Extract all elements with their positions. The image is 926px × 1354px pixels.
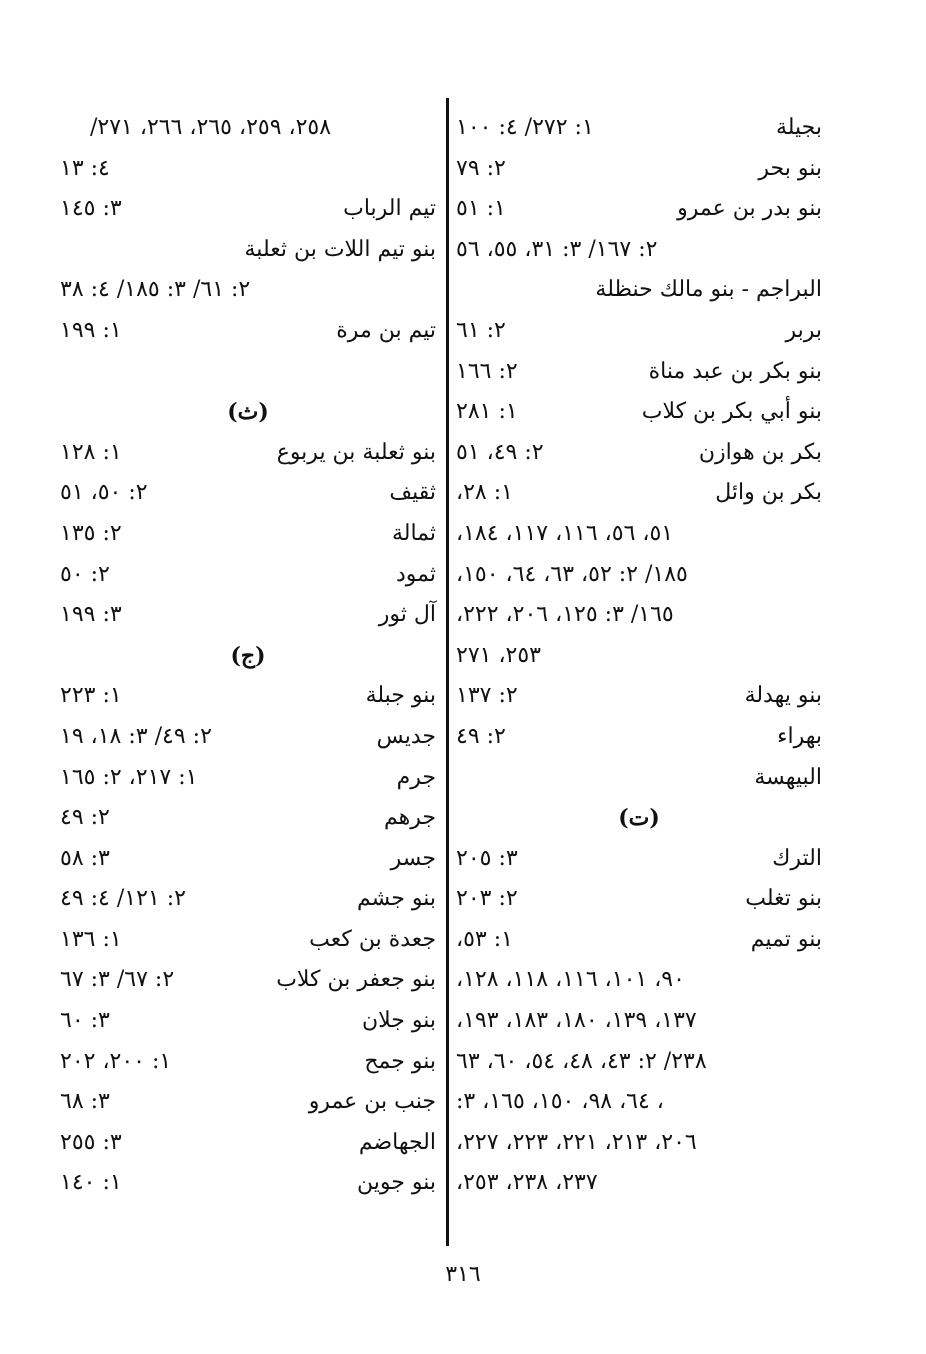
right-column: [456, 108, 822, 1204]
letter-heading: (ت): [618, 805, 660, 832]
line-text: ١٨٥/ ٢: ٥٢، ٦٣، ٦٤، ١٥٠،: [456, 561, 688, 587]
line-text: ٢٣٧، ٢٣٨، ٢٥٣،: [456, 1170, 598, 1196]
page-number: ٣١٦: [445, 1262, 481, 1287]
index-line: [456, 1042, 822, 1083]
entry-term: بنو جشم: [357, 886, 436, 912]
entry-pages: ٣: ٦٠: [60, 1008, 110, 1034]
entry-pages: ١: ١٣٦: [60, 926, 122, 952]
line-text: ٢٥٨، ٢٥٩، ٢٦٥، ٢٦٦، ٢٧١/: [90, 115, 332, 140]
entry-term: ثمالة: [391, 520, 436, 546]
index-entry: [456, 920, 822, 961]
line-text: بنو تيم اللات بن ثعلبة: [244, 236, 436, 262]
index-entry: [456, 108, 822, 149]
entry-pages: ١: ١٢٨: [60, 439, 122, 465]
entry-pages: ١: ٥٣،: [456, 926, 513, 952]
index-entry: [456, 676, 822, 717]
entry-term: تيم الرباب: [343, 196, 436, 222]
entry-term: بنو بحر: [758, 155, 822, 181]
entry-term: بنو جمح: [364, 1048, 436, 1074]
index-entry: [60, 758, 436, 799]
index-line: [456, 555, 822, 596]
entry-pages: ٢: ٤٩، ٥١: [456, 439, 544, 465]
entry-pages: ٣: ٥٨: [60, 845, 110, 871]
left-column: [60, 108, 436, 1204]
entry-pages: ٢: ١٦٧/ ٣: ٣١، ٥٥، ٥٦: [456, 236, 658, 262]
entry-term: جنب بن عمرو: [308, 1089, 436, 1115]
index-line: [456, 1123, 822, 1164]
index-entry: [60, 473, 436, 514]
entry-pages: ٢: ١٢١/ ٤: ٤٩: [60, 886, 186, 912]
entry-term: بكر بن هوازن: [698, 439, 822, 465]
entry-term: تيم بن مرة: [336, 317, 436, 343]
entry-pages: ١: ٢١٧، ٢: ١٦٥: [60, 764, 198, 790]
index-entry: [60, 960, 436, 1001]
entry-term: بنو جوين: [357, 1170, 436, 1196]
index-entry: [60, 1001, 436, 1042]
entry-pages: ٢: ٧٩: [456, 155, 506, 181]
index-entry: [456, 189, 822, 230]
index-line: [456, 1082, 822, 1123]
line-text: ١٣٧، ١٣٩، ١٨٠، ١٨٣، ١٩٣،: [456, 1008, 697, 1034]
line-text: البراجم - بنو مالك حنظلة: [595, 277, 822, 303]
entry-term: بنو أبي بكر بن كلاب: [641, 399, 822, 425]
entry-term: بربر: [785, 317, 822, 343]
line-text: ٢٥٣، ٢٧١: [456, 642, 541, 668]
index-line: [456, 1163, 822, 1204]
entry-term: بنو جلان: [361, 1008, 436, 1034]
index-line: [456, 960, 822, 1001]
entry-term: بنو جبلة: [365, 683, 436, 709]
index-entry: [456, 879, 822, 920]
entry-pages: ٢: ٦١: [456, 317, 506, 343]
entry-pages: ١: ٢٢٣: [60, 683, 122, 709]
index-entry: [60, 1042, 436, 1083]
entry-pages: ١: ٢٠٠، ٢٠٢: [60, 1048, 172, 1074]
entry-pages: ٢: ٥٠: [60, 561, 110, 587]
entry-term: بنو يهدلة: [744, 683, 822, 709]
entry-term: بنو بكر بن عبد مناة: [648, 358, 822, 384]
index-entry: [60, 920, 436, 961]
entry-term: بنو تغلب: [745, 886, 822, 912]
entry-pages: ٣: ٢٥٥: [60, 1129, 122, 1155]
entry-term: بكر بن وائل: [715, 480, 822, 506]
entry-term: الجهاضم: [358, 1129, 436, 1155]
letter-heading: (ج): [230, 642, 266, 669]
index-line: [60, 230, 436, 271]
line-text: ٥١، ٥٦، ١١٦، ١١٧، ١٨٤،: [456, 520, 674, 546]
entry-term: بجيلة: [775, 115, 822, 140]
entry-pages: ١: ١٩٩: [60, 317, 122, 343]
entry-term: ثقيف: [389, 480, 436, 506]
entry-term: جعدة بن كعب: [309, 926, 436, 952]
index-line: [456, 1001, 822, 1042]
entry-pages: ٣: ١٤٥: [60, 196, 122, 222]
index-entry: [60, 798, 436, 839]
entry-term: بنو جعفر بن كلاب: [276, 967, 436, 993]
index-entry: [60, 717, 436, 758]
entry-term: جسر: [390, 845, 436, 871]
entry-term: آل ثور: [378, 602, 436, 628]
index-line: [456, 758, 822, 799]
entry-pages: ٢: ١٣٥: [60, 520, 122, 546]
entry-pages: ١: ٢٨،: [456, 480, 513, 506]
entry-pages: ١: ١٤٠: [60, 1170, 122, 1196]
line-text: ٢٣٨/ ٢: ٤٣، ٤٨، ٥٤، ٦٠، ٦٣: [456, 1048, 707, 1074]
index-entry: [60, 555, 436, 596]
index-line: [456, 270, 822, 311]
entry-term: جرم: [396, 764, 436, 790]
line-text: البيهسة: [754, 764, 822, 790]
index-entry: [456, 717, 822, 758]
entry-pages: ٢: ٦٧/ ٣: ٦٧: [60, 967, 175, 993]
index-entry: [60, 1123, 436, 1164]
line-text: ، ٦٤، ٩٨، ١٥٠، ١٦٥، ٣:: [456, 1089, 664, 1115]
line-text: ٩٠، ١٠١، ١١٦، ١١٨، ١٢٨،: [456, 967, 685, 993]
line-text: ٢٠٦، ٢١٣، ٢٢١، ٢٢٣، ٢٢٧،: [456, 1129, 697, 1155]
continuation-pages: [456, 230, 822, 271]
index-entry: [456, 473, 822, 514]
entry-pages: ٢: ٤٩/ ٣: ١٨، ١٩: [60, 723, 212, 749]
entry-pages: ٢: ١٣٧: [456, 683, 518, 709]
index-entry: [60, 595, 436, 636]
entry-pages: ١: ٢٨١: [456, 399, 518, 425]
column-divider: [446, 98, 449, 1246]
index-line: [60, 108, 436, 149]
continuation-pages: [60, 149, 436, 190]
entry-term: بنو بدر بن عمرو: [677, 196, 822, 222]
entry-term: ثمود: [395, 561, 436, 587]
index-entry: [456, 149, 822, 190]
index-entry: [60, 311, 436, 352]
index-entry: [456, 311, 822, 352]
entry-term: بنو ثعلبة بن يربوع: [276, 439, 436, 465]
index-entry: [456, 839, 822, 880]
entry-pages: ٣: ١٩٩: [60, 602, 122, 628]
entry-pages: ٢: ٤٩: [456, 723, 506, 749]
index-line: [456, 514, 822, 555]
entry-term: الترك: [772, 845, 822, 871]
index-line: [456, 636, 822, 677]
continuation-pages: [60, 270, 436, 311]
index-entry: [456, 392, 822, 433]
spacer: [60, 352, 436, 393]
entry-term: بنو تميم: [750, 926, 822, 952]
entry-pages: ٢: ٥٠، ٥١: [60, 480, 148, 506]
index-entry: [60, 189, 436, 230]
line-text: ١٦٥/ ٣: ١٢٥، ٢٠٦، ٢٢٢،: [456, 602, 674, 628]
entry-term: جرهم: [384, 805, 436, 831]
index-entry: [60, 839, 436, 880]
entry-term: بهراء: [777, 723, 822, 749]
entry-pages: ٣: ٦٨: [60, 1089, 110, 1115]
index-line: [456, 595, 822, 636]
index-entry: [60, 879, 436, 920]
index-entry: [60, 676, 436, 717]
entry-pages: ٣: ٢٠٥: [456, 845, 518, 871]
entry-term: جديس: [376, 723, 436, 749]
index-entry: [60, 514, 436, 555]
letter-heading: (ث): [227, 399, 269, 426]
index-entry: [456, 352, 822, 393]
entry-pages: ٢: ٤٩: [60, 805, 110, 831]
entry-pages: ١: ٥١: [456, 196, 506, 222]
index-entry: [456, 433, 822, 474]
entry-pages: ٢: ٦١/ ٣: ١٨٥/ ٤: ٣٨: [60, 277, 251, 303]
entry-pages: ٤: ١٣: [60, 155, 110, 181]
index-entry: [60, 433, 436, 474]
entry-pages: ٢: ٢٠٣: [456, 886, 518, 912]
index-entry: [60, 1082, 436, 1123]
entry-pages: ١: ٢٧٢/ ٤: ١٠٠: [456, 115, 594, 140]
index-entry: [60, 1163, 436, 1204]
entry-pages: ٢: ١٦٦: [456, 358, 518, 384]
